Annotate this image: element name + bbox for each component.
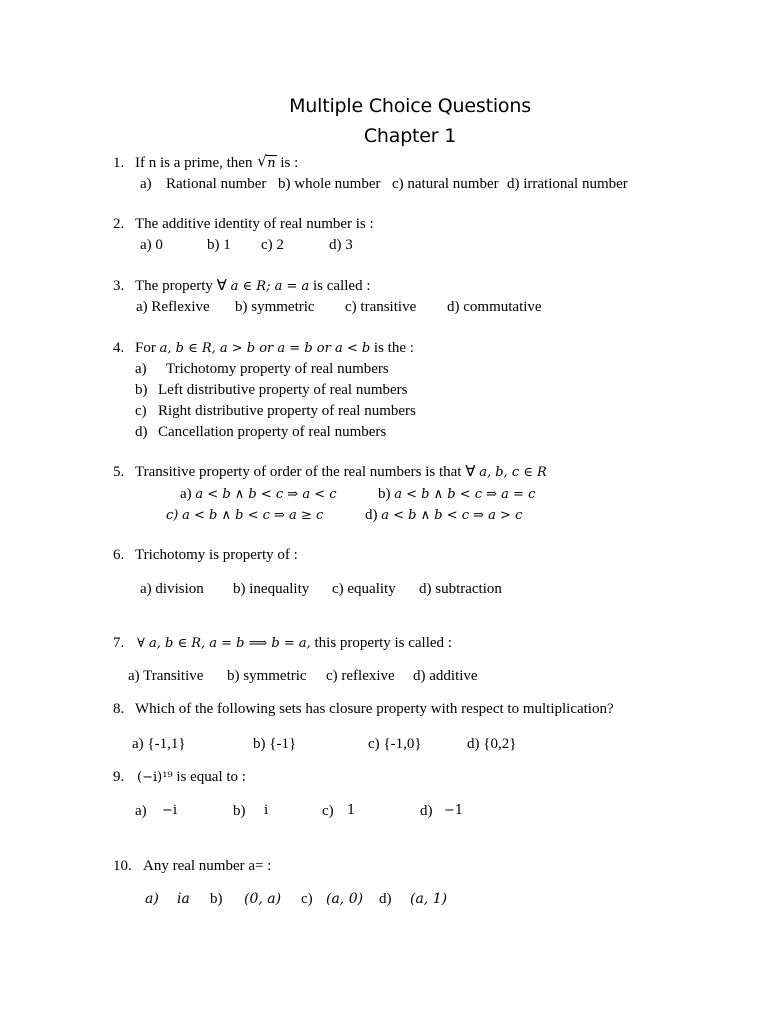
question-text-suffix: is the : — [373, 340, 414, 356]
question-number: 7. — [113, 635, 125, 651]
option-d[interactable]: Cancellation property of real numbers — [158, 424, 387, 440]
option-c[interactable]: c) transitive — [345, 299, 417, 315]
option-c[interactable] — [166, 506, 323, 525]
option-d[interactable]: d) {0,2} — [467, 736, 517, 752]
radicand: n — [267, 156, 276, 171]
option-c-label: c) — [301, 891, 313, 907]
option-b[interactable]: b) symmetric — [227, 668, 307, 684]
option-c-label: c) — [135, 403, 147, 419]
option-b-label: b) — [135, 382, 148, 398]
option-b-label: b) — [210, 891, 223, 907]
question-text-suffix: is : — [280, 155, 299, 171]
question-text-prefix: The property ∀ — [135, 278, 227, 294]
option-d-label: d) — [135, 424, 148, 440]
option-d[interactable]: d) commutative — [447, 299, 542, 315]
option-c-label: c) — [322, 803, 334, 819]
option-a[interactable]: a) division — [140, 581, 204, 597]
question-text: Trichotomy is property of : — [135, 547, 298, 563]
option-d[interactable]: (a, 1) — [410, 891, 448, 907]
option-d-label: d) — [379, 891, 392, 907]
chapter-title: Chapter 1 — [363, 125, 457, 147]
option-c[interactable]: 1 — [347, 803, 356, 818]
question-text — [137, 768, 246, 787]
option-b[interactable] — [378, 485, 535, 504]
option-a[interactable]: a) Transitive — [128, 668, 204, 684]
option-a[interactable]: a) {-1,1} — [132, 736, 186, 752]
option-c[interactable]: c) 2 — [261, 237, 284, 253]
option-b[interactable]: b) whole number — [278, 176, 381, 192]
option-d[interactable]: d) 3 — [329, 237, 353, 253]
option-a-label: a) — [145, 891, 159, 907]
question-number: 4. — [113, 340, 125, 356]
option-b[interactable]: b) symmetric — [235, 299, 315, 315]
option-a[interactable]: a) 0 — [140, 237, 163, 253]
option-a-label: a) — [135, 803, 147, 819]
option-c[interactable]: c) natural number — [392, 176, 499, 192]
question-number: 8. — [113, 701, 125, 717]
option-b[interactable]: b) {-1} — [253, 736, 297, 752]
question-number: 6. — [113, 547, 125, 563]
question-text — [135, 339, 414, 358]
math-expression: ∀ a, b ∈ R, a = b ⟹ b = a, — [137, 636, 311, 651]
option-c[interactable]: c) {-1,0} — [368, 736, 422, 752]
option-c[interactable]: Right distributive property of real numbers — [158, 403, 416, 419]
option-label: d) — [365, 507, 378, 523]
option-b[interactable]: Left distributive property of real numbers — [158, 382, 408, 398]
option-d[interactable]: d) subtraction — [419, 581, 502, 597]
question-number: 2. — [113, 216, 125, 232]
math-expression: a < b ∧ b < c ⇒ a = c — [394, 487, 536, 502]
question-text — [135, 463, 547, 482]
option-a[interactable]: Trichotomy property of real numbers — [166, 361, 389, 377]
math-expression: a ∈ R; a = a — [230, 279, 310, 294]
option-c[interactable]: c) reflexive — [326, 668, 395, 684]
option-a[interactable]: −i — [162, 803, 178, 818]
math-expression: a, b ∈ R, a > b or a = b or a < b — [159, 341, 371, 356]
option-b[interactable]: (0, a) — [244, 891, 282, 907]
question-number: 5. — [113, 464, 125, 480]
question-text-suffix: this property is called : — [314, 635, 452, 651]
option-b[interactable]: i — [264, 803, 269, 818]
option-a[interactable]: Rational number — [166, 176, 267, 192]
option-label: b) — [378, 486, 391, 502]
question-text — [137, 634, 452, 653]
question-text-suffix: is called : — [313, 278, 371, 294]
question-text: The additive identity of real number is : — [135, 216, 374, 232]
square-root-expression: √ n — [257, 152, 276, 171]
question-number: 3. — [113, 278, 125, 294]
option-d[interactable]: d) irrational number — [507, 176, 628, 192]
option-c[interactable]: c) equality — [332, 581, 396, 597]
math-expression: a, b, c ∈ R — [479, 465, 547, 480]
option-b[interactable]: b) 1 — [207, 237, 231, 253]
question-text-prefix: Transitive property of order of the real numbers is that ∀ — [135, 464, 476, 480]
option-b[interactable]: b) inequality — [233, 581, 310, 597]
question-text — [135, 277, 371, 296]
math-expression: a < b ∧ b < c ⇒ a ≥ c — [182, 508, 324, 523]
math-expression: a < b ∧ b < c ⇒ a > c — [381, 508, 523, 523]
question-text-prefix: For — [135, 340, 156, 356]
question-number: 9. — [113, 769, 125, 785]
option-d[interactable]: d) additive — [413, 668, 478, 684]
option-a-label: a) — [135, 361, 147, 377]
option-b-label: b) — [233, 803, 246, 819]
question-text-prefix: If n is a prime, then — [135, 155, 253, 171]
option-a[interactable]: a) Reflexive — [136, 299, 210, 315]
question-number: 1. — [113, 155, 125, 171]
page-title: Multiple Choice Questions — [289, 95, 531, 117]
question-text-suffix: is equal to : — [176, 769, 246, 785]
math-expression: a < b ∧ b < c ⇒ a < c — [195, 487, 337, 502]
option-a-label: a) — [140, 176, 152, 192]
option-c[interactable]: (a, 0) — [326, 891, 364, 907]
option-label: c) — [166, 508, 179, 523]
option-a[interactable]: ia — [177, 891, 190, 907]
math-expression: (−i)¹⁹ — [137, 770, 173, 785]
option-label: a) — [180, 486, 192, 502]
option-d[interactable]: −1 — [444, 803, 464, 818]
option-d-label: d) — [420, 803, 433, 819]
question-text — [135, 154, 298, 173]
question-number: 10. — [113, 858, 132, 874]
question-text: Which of the following sets has closure property with respect to multiplication? — [135, 701, 614, 717]
question-text: Any real number a= : — [143, 858, 272, 874]
option-a[interactable] — [180, 485, 337, 504]
option-d[interactable] — [365, 506, 522, 525]
